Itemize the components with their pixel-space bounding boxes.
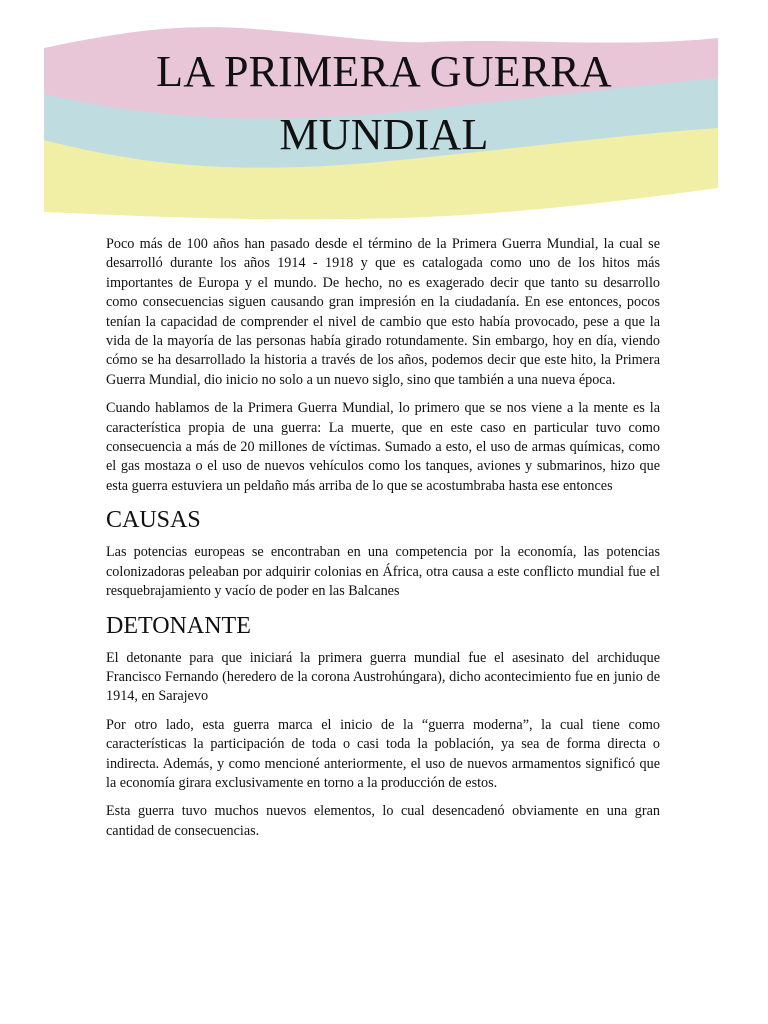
intro-paragraph-1: Poco más de 100 años han pasado desde el término de la Primera Guerra Mundial, la cual se desarrolló durante los años 1914 - 1918 y que es catalogada como uno de los hitos más importantes de Europa y el mundo. De hecho, no es exagerado decir que tanto su desarrollo como consecuencias siguen causando gran impresión en la ciudadanía. En ese entonces, pocos tenían la capacidad de comprender el nivel de cambio que esto había provocado, pese a que la vida de la mayoría de las personas había girado rotundamente. Sin embargo, hoy en día, viendo cómo se ha desarrollado la historia a través de los años, podemos decir que este hito, la Primera Guerra Mundial, dio inicio no solo a un nuevo siglo, sino que también a una nueva época.: [106, 236, 660, 388]
document-body: [106, 235, 660, 850]
title-line-2: MUNDIAL: [279, 110, 489, 159]
title-line-1: LA PRIMERA GUERRA: [156, 47, 612, 96]
intro-paragraph-2: Cuando hablamos de la Primera Guerra Mundial, lo primero que se nos viene a la mente es la característica propia de una guerra: La muerte, que en este caso en particular tuvo como consecuencia a más de 20 millones de víctimas. Sumado a esto, el uso de armas químicas, como el gas mostaza o el uso de nuevos vehículos como los tanques, aviones y submarinos, hizo que esta guerra estuviera un peldaño más arriba de lo que se acostumbraba hasta ese entonces: [106, 400, 660, 494]
detonante-paragraph-2: Por otro lado, esta guerra marca el inicio de la “guerra moderna”, la cual tiene como características la participación de toda o casi toda la población, ya sea de forma directa o indirecta. Además, y como mencioné anteriormente, el uso de nuevos armamentos significó que la economía girara exclusivamente en torno a la producción de estos.: [106, 716, 660, 791]
causas-paragraph: Las potencias europeas se encontraban en una competencia por la economía, las potencias colonizadoras peleaban por adquirir colonias en África, otra causa a este conflicto mundial fue el resquebrajamiento y vacío de poder en las Balcanes: [106, 544, 660, 600]
page-title: [100, 40, 668, 166]
causas-heading: CAUSAS: [106, 507, 201, 534]
detonante-heading: DETONANTE: [106, 612, 251, 639]
detonante-paragraph-3: Esta guerra tuvo muchos nuevos elementos, lo cual desencadenó obviamente en una gran cantidad de consecuencias.: [106, 803, 660, 839]
detonante-paragraph-1: El detonante para que iniciará la primera guerra mundial fue el asesinato del archiduque Francisco Fernando (heredero de la corona Austrohúngara), dicho acontecimiento fue en junio de 1914, en Sarajevo: [106, 649, 660, 705]
